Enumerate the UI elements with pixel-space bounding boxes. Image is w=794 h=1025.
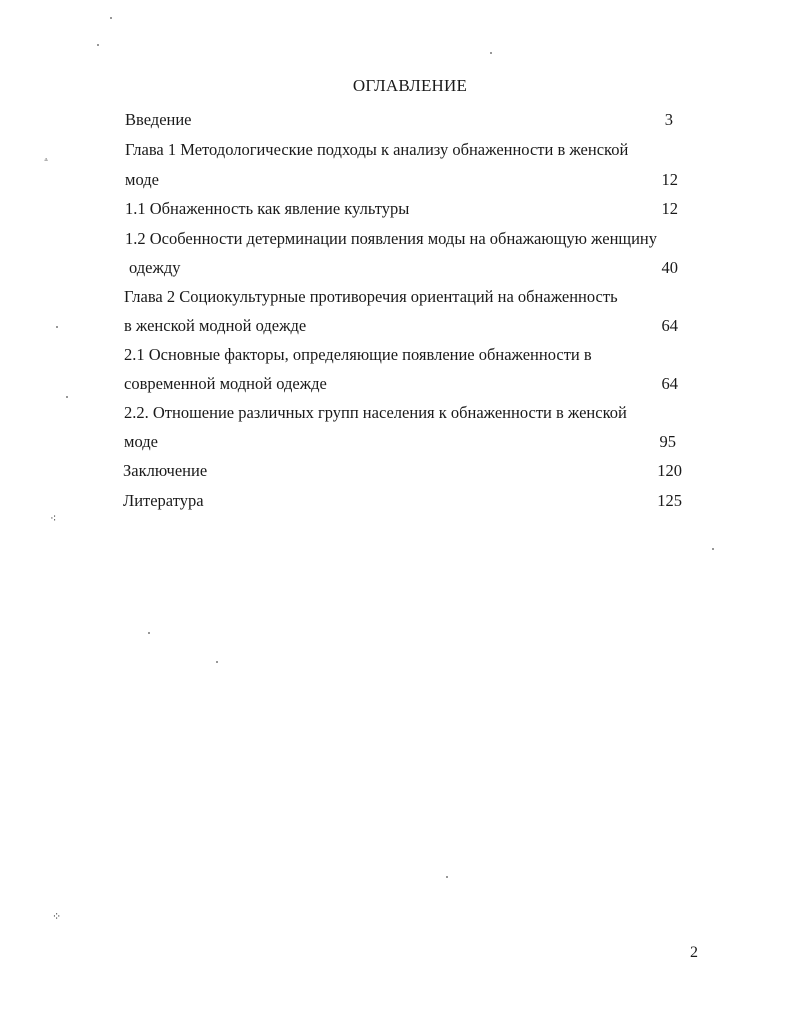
toc-entry-introduction: Введение (125, 110, 192, 129)
toc-entry-chapter-2-continued: в женской модной одежде (124, 316, 307, 335)
page-number: 2 (690, 944, 698, 961)
toc-entry-chapter-2: Глава 2 Социокультурные противоречия ориентаций на обнаженность (124, 287, 618, 306)
scan-artifact-dot (712, 548, 714, 550)
scan-artifact-dot (148, 632, 150, 634)
toc-page-chapter-1: 12 (661, 170, 678, 189)
toc-page-section-1-2: 40 (661, 258, 678, 277)
toc-page-literature: 125 (657, 491, 682, 510)
toc-entry-section-2-2: 2.2. Отношение различных групп населения к обнаженности в женской (124, 403, 627, 422)
scan-artifact-mark: ⁘ (52, 911, 62, 923)
toc-entry-section-1-1: 1.1 Обнаженность как явление культуры (125, 199, 410, 218)
scan-artifact-dot (490, 52, 492, 54)
toc-entry-conclusion: Заключение (123, 461, 208, 480)
toc-entry-literature: Литература (123, 491, 204, 510)
toc-page-section-2-2: 95 (659, 432, 676, 451)
toc-entry-section-1-2: 1.2 Особенности детерминации появления моды на обнажающую женщину (125, 229, 658, 248)
scan-artifact-dot (56, 326, 58, 328)
toc-page-introduction: 3 (664, 110, 673, 129)
scan-artifact-dot (216, 661, 218, 663)
scan-artifact-dot (97, 44, 99, 46)
toc-page-section-1-1: 12 (661, 199, 678, 218)
toc-entry-section-2-2-continued: моде (124, 432, 158, 451)
toc-page-chapter-2: 64 (661, 316, 678, 335)
scan-artifact-dot (110, 17, 112, 19)
toc-entry-section-2-1-continued: современной модной одежде (124, 374, 327, 393)
toc-entry-chapter-1: Глава 1 Методологические подходы к анализу обнаженности в женской (125, 140, 629, 159)
toc-entry-chapter-1-continued: моде (125, 170, 159, 189)
scan-artifact-mark: ⁖ (50, 513, 57, 525)
toc-page-conclusion: 120 (657, 461, 682, 480)
scan-artifact-dot (66, 396, 68, 398)
toc-entry-section-2-1: 2.1 Основные факторы, определяющие появление обнаженности в (124, 345, 592, 364)
toc-page-section-2-1: 64 (661, 374, 678, 393)
toc-entry-section-1-2-continued: одежду (129, 258, 181, 277)
page-title: ОГЛАВЛЕНИЕ (352, 76, 468, 95)
scan-artifact-dot (446, 876, 448, 878)
